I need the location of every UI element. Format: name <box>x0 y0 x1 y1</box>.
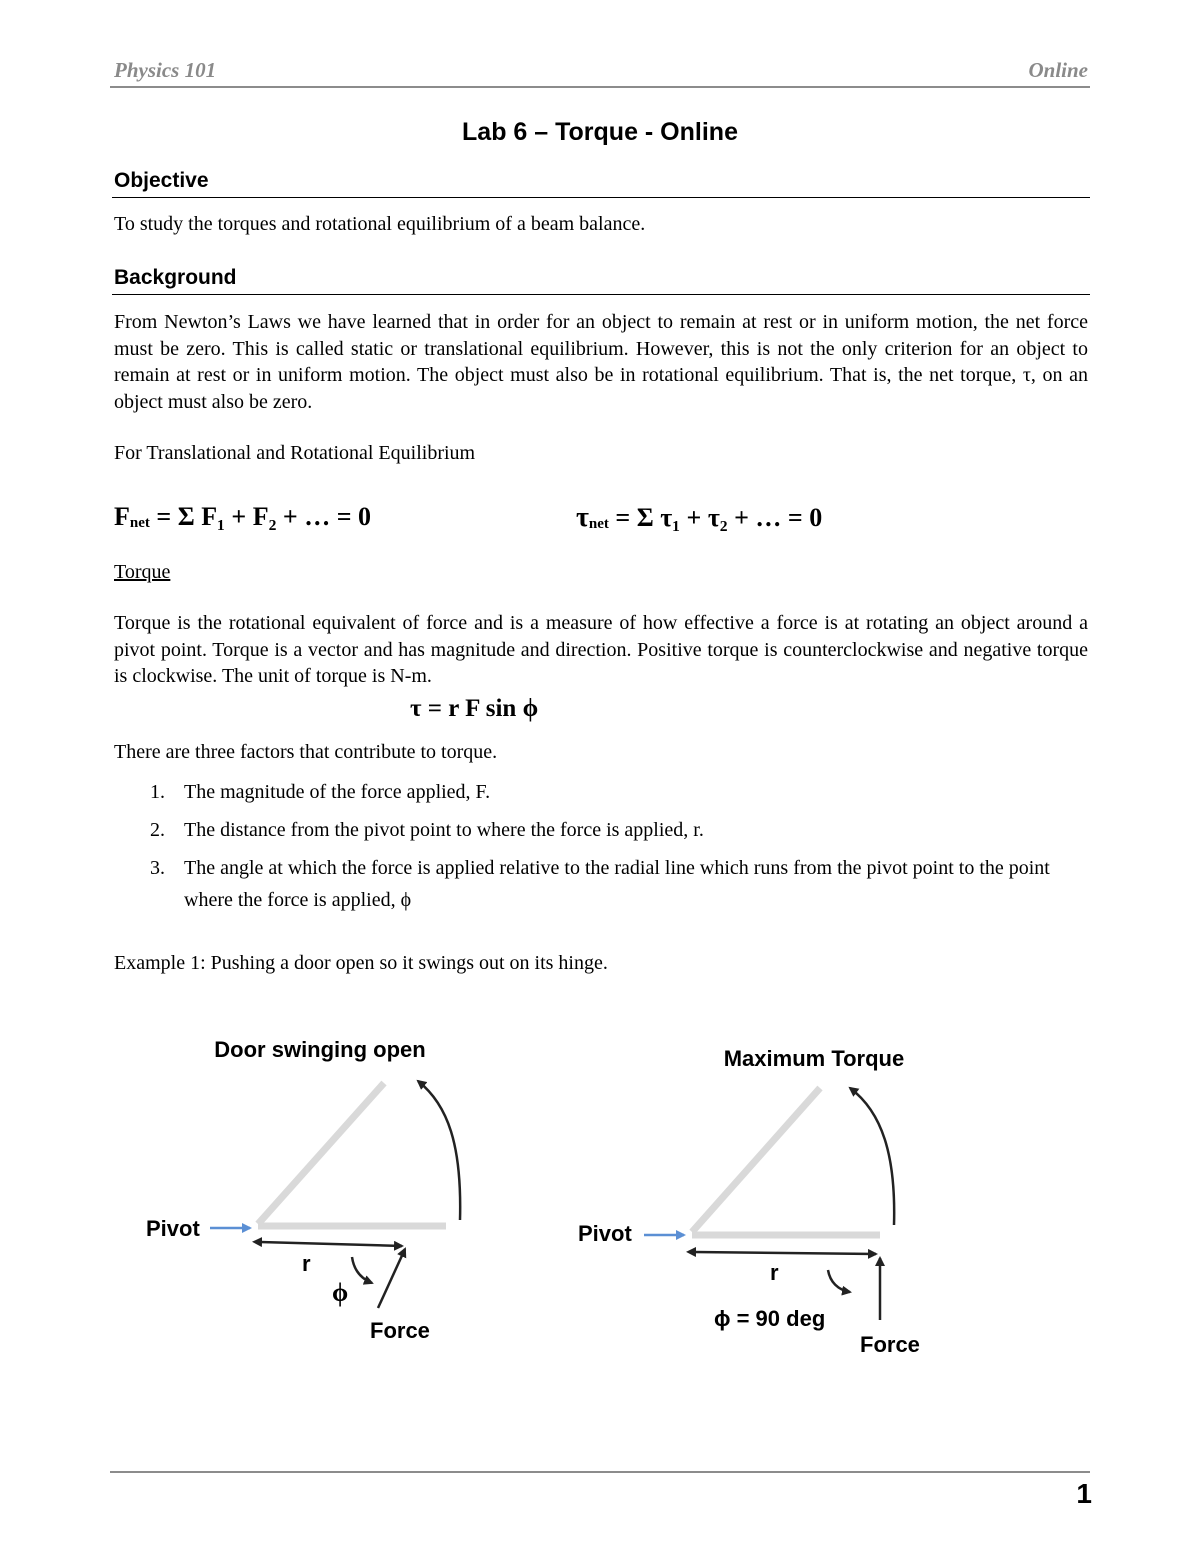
pivot-label: Pivot <box>146 1216 200 1241</box>
list-item-text: The angle at which the force is applied relative to the radial line which runs from the pivot point to the point where the force is applied, ϕ <box>184 857 1050 911</box>
objective-rule <box>112 197 1090 198</box>
pivot-label: Pivot <box>578 1221 632 1246</box>
r-label: r <box>770 1260 779 1285</box>
list-item-number: 3. <box>150 857 165 879</box>
door-open-position <box>258 1083 384 1224</box>
r-distance-arrow <box>260 1242 402 1246</box>
background-paragraph: From Newton’s Laws we have learned that in order for an object to remain at rest or in uniform motion, the net force must be zero. This is called static or translational equilibrium. However, this is not the only criterion for an object to remain at rest or in uniform motion. The object must also be in rotational equilibrium. That is, the net torque, τ, on an object must also be zero. <box>114 311 1088 413</box>
factors-intro: There are three factors that contribute to torque. <box>114 741 498 763</box>
angle-arc-arrow <box>352 1257 372 1283</box>
phi-label: ϕ <box>332 1278 349 1307</box>
list-item <box>114 852 1074 916</box>
list-item <box>114 776 1074 808</box>
factors-list <box>114 776 1074 922</box>
phi-label: ϕ = 90 deg <box>714 1306 826 1331</box>
swing-arc-arrow <box>418 1081 460 1220</box>
list-item-text: The distance from the pivot point to where the force is applied, r. <box>184 819 704 841</box>
force-arrow <box>378 1249 405 1308</box>
example-1-text: Example 1: Pushing a door open so it swings out on its hinge. <box>114 952 608 974</box>
list-item <box>114 814 1074 846</box>
page-title: Lab 6 – Torque - Online <box>462 118 738 146</box>
net-force-symbol: F <box>114 502 130 531</box>
footer-divider <box>110 1471 1090 1473</box>
list-item-text: The magnitude of the force applied, F. <box>184 781 491 803</box>
door-open-position <box>692 1088 820 1232</box>
list-item-number: 1. <box>150 781 165 803</box>
objective-text: To study the torques and rotational equilibrium of a beam balance. <box>114 213 646 235</box>
net-force-rhs: = Σ F₁ + F₂ + … = 0 <box>149 502 372 531</box>
objective-heading: Objective <box>114 169 209 192</box>
net-torque-symbol: τ <box>576 502 589 533</box>
r-label: r <box>302 1251 311 1276</box>
force-label: Force <box>370 1318 430 1343</box>
angle-arc-arrow <box>828 1270 850 1292</box>
torque-paragraph: Torque is the rotational equivalent of force and is a measure of how effective a force is at rotating an object around a pivot point. Torque is a vector and has magnitude and direction. Positive torque is counterclockwise and negative torque is clockwise. The unit of torque is N-m. <box>114 612 1088 687</box>
net-torque-subscript: net <box>588 516 609 532</box>
background-heading: Background <box>114 266 237 289</box>
torque-subheading: Torque <box>114 561 171 583</box>
net-force-equation <box>114 502 371 532</box>
force-label: Force <box>860 1332 920 1357</box>
equilibrium-intro: For Translational and Rotational Equilibrium <box>114 442 476 464</box>
list-item-number: 2. <box>150 819 165 841</box>
background-rule <box>112 294 1090 295</box>
door-swinging-diagram <box>130 1025 490 1355</box>
torque-formula: τ = r F sin ϕ <box>410 695 539 722</box>
r-distance-arrow <box>694 1252 876 1254</box>
max-torque-diagram-title: Maximum Torque <box>723 1046 905 1071</box>
header-mode: Online <box>1028 58 1088 82</box>
net-torque-rhs: = Σ τ₁ + τ₂ + … = 0 <box>608 503 823 532</box>
net-torque-equation <box>576 502 822 534</box>
header-course: Physics 101 <box>114 58 217 82</box>
net-force-subscript: net <box>129 515 150 531</box>
maximum-torque-diagram <box>570 1030 940 1360</box>
door-diagram-title: Door swinging open <box>214 1037 426 1062</box>
header-divider <box>110 86 1090 88</box>
page-number: 1 <box>1076 1478 1092 1509</box>
swing-arc-arrow <box>850 1088 894 1225</box>
